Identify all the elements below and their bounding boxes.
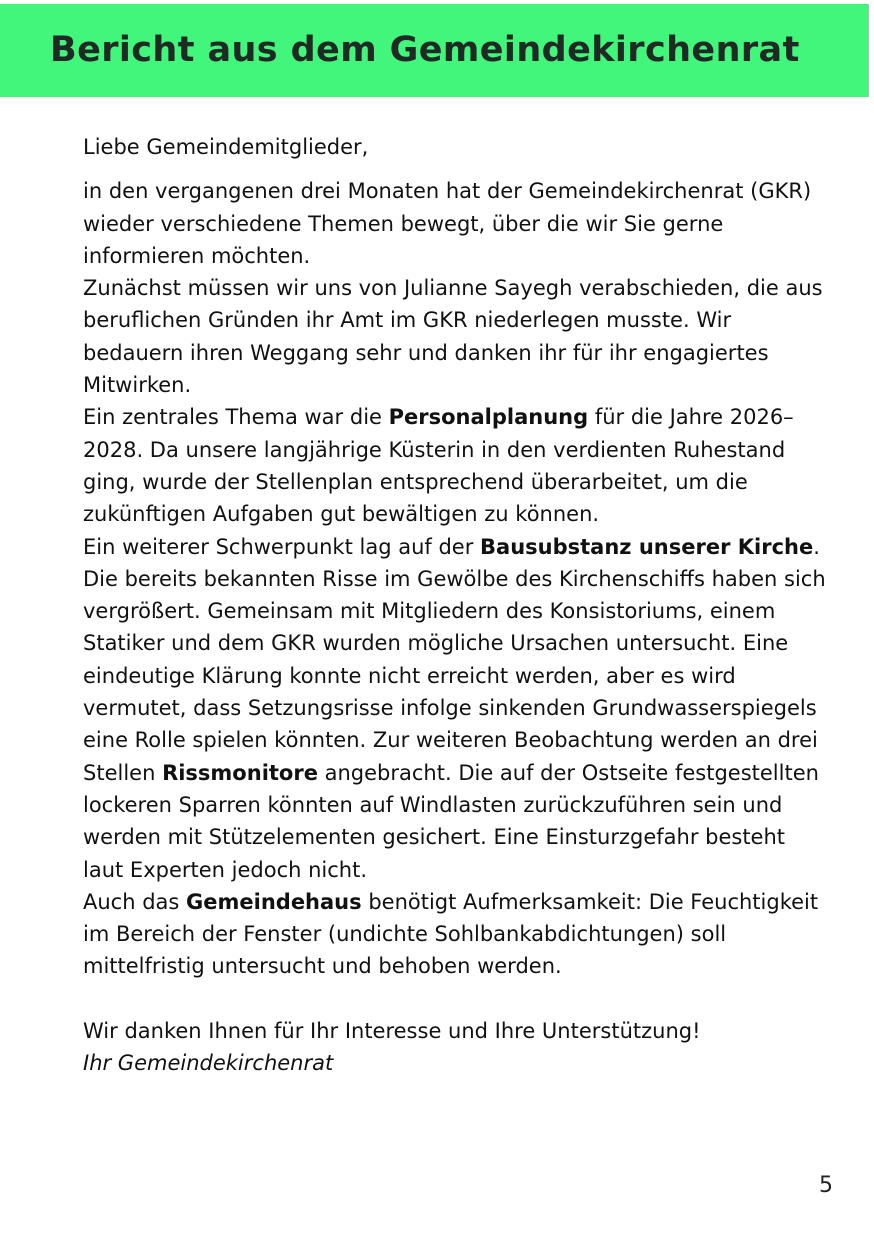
paragraph-parish-house-text-start: Auch das <box>83 889 187 914</box>
signature: Ihr Gemeindekirchenrat <box>83 1051 334 1076</box>
paragraph-building-text-middle: . Die bereits bekannten Risse im Gewölbe des Kirchenschiffs haben sich vergrößert. Gemeinsam mit Mitgliedern des Konsistoriums, einem Statiker und dem GKR wurden mögliche Ursachen untersucht. Eine eindeutige Klärung konnte nicht erreicht werden, aber es wird vermutet, dass Setzungsrisse infolge sinkenden Grundwasserspiegels eine Rolle spielen könnten. Zur weiteren Beobachtung werden an drei Stellen <box>83 534 826 785</box>
paragraph-personnel-text-end: für die Jahre 2026–2028. Da unsere langjährige Küsterin in den verdienten Ruhestand ging, wurde der Stellenplan entsprechend überarbeitet, um die zukünftigen Aufgaben gut bewältigen zu können. <box>83 405 794 527</box>
article-body <box>83 131 828 1079</box>
paragraph-building <box>83 531 828 886</box>
crack-monitors-emphasis: Rissmonitore <box>162 760 318 785</box>
header-band <box>0 4 869 97</box>
paragraph-building-text-end: angebracht. Die auf der Ostseite festgestellten lockeren Sparren könnten auf Windlasten zurückzuführen sein und werden mit Stützelementen gesichert. Eine Einsturzgefahr besteht laut Experten jedoch nicht. <box>83 760 819 882</box>
building-fabric-emphasis: Bausubstanz unserer Kirche <box>480 534 814 559</box>
paragraph-parish-house <box>83 886 828 983</box>
page-number: 5 <box>819 1173 833 1198</box>
paragraph-intro: in den vergangenen drei Monaten hat der Gemeindekirchenrat (GKR) wieder verschiedene Themen bewegt, über die wir Sie gerne informieren möchten. <box>83 179 812 268</box>
paragraph-personnel <box>83 401 828 530</box>
salutation: Liebe Gemeindemitglieder, <box>83 135 369 159</box>
paragraph-building-text-start: Ein weiterer Schwerpunkt lag auf der <box>83 534 481 559</box>
paragraph-parish-house-text-end: benötigt Aufmerksamkeit: Die Feuchtigkeit im Bereich der Fenster (undichte Sohlbankabdichtungen) soll mittelfristig untersucht und behoben werden. <box>83 889 819 979</box>
paragraph-personnel-text-start: Ein zentrales Thema war die <box>83 405 389 430</box>
parish-house-emphasis: Gemeindehaus <box>186 889 362 914</box>
paragraph-spacer <box>83 983 828 1015</box>
page-title: Bericht aus dem Gemeindekirchenrat <box>50 30 800 70</box>
paragraph-farewell: Zunächst müssen wir uns von Julianne Sayegh verabschieden, die aus beruflichen Gründen ihr Amt im GKR niederlegen musste. Wir bedauern ihren Weggang sehr und danken ihr für ihr engagiertes Mitwirken. <box>83 276 823 398</box>
closing-thanks: Wir danken Ihnen für Ihr Interesse und Ihre Unterstützung! <box>83 1018 701 1043</box>
personnel-planning-emphasis: Personalplanung <box>388 405 589 430</box>
